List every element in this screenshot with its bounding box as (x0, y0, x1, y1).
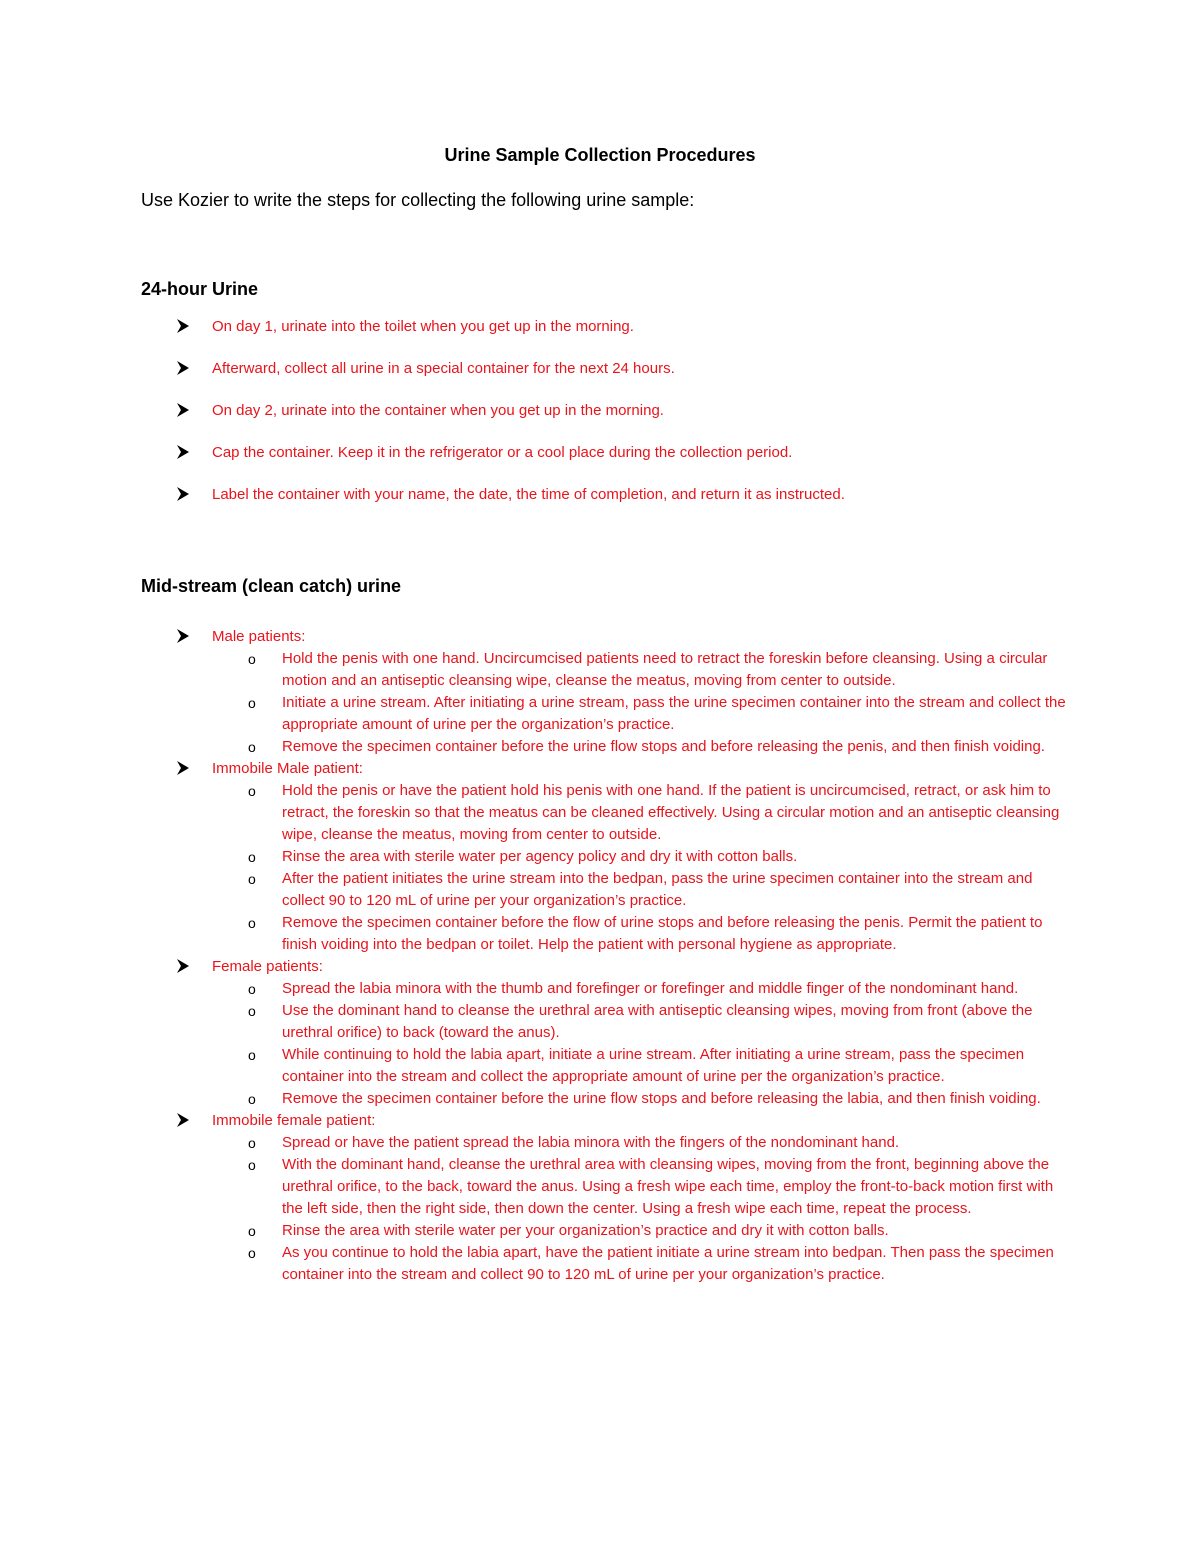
list-mid-stream-groups (0, 626, 1200, 1286)
step-text: Rinse the area with sterile water per your organization’s practice and dry it with cotton balls. (282, 1222, 889, 1239)
step-text: Remove the specimen container before the urine flow stops and before releasing the penis, and then finish voiding. (282, 738, 1045, 755)
list-item (212, 912, 1072, 956)
step-text: After the patient initiates the urine stream into the bedpan, pass the urine specimen container into the stream and collect 90 to 120 mL of urine per your organization’s practice. (282, 870, 1033, 909)
list-item (0, 484, 1200, 526)
step-list (212, 780, 1200, 956)
step-text: On day 2, urinate into the container when you get up in the morning. (212, 402, 664, 419)
circle-bullet-icon: o (248, 1223, 256, 1239)
arrow-bullet-icon (176, 958, 190, 974)
list-item (0, 400, 1200, 442)
circle-bullet-icon: o (248, 1157, 256, 1173)
instruction-text: Use Kozier to write the steps for collecting the following urine sample: (141, 190, 695, 210)
list-item (212, 846, 1072, 868)
step-list (212, 1132, 1200, 1286)
page-title: Urine Sample Collection Procedures (444, 145, 756, 165)
group-label: Immobile Male patient: (212, 760, 363, 777)
list-item (212, 868, 1072, 912)
list-item (212, 1044, 1072, 1088)
patient-group-female (0, 956, 1200, 1110)
list-item (212, 736, 1072, 758)
step-text: Rinse the area with sterile water per agency policy and dry it with cotton balls. (282, 848, 798, 865)
circle-bullet-icon: o (248, 871, 256, 887)
section-heading-24-hour: 24-hour Urine (141, 279, 259, 299)
circle-bullet-icon: o (248, 1091, 256, 1107)
arrow-bullet-icon (176, 402, 190, 418)
list-item (0, 316, 1200, 358)
step-text: Remove the specimen container before the urine flow stops and before releasing the labia, and then finish voiding. (282, 1090, 1041, 1107)
arrow-bullet-icon (176, 360, 190, 376)
list-item (212, 780, 1072, 846)
circle-bullet-icon: o (248, 1003, 256, 1019)
list-item (212, 692, 1072, 736)
list-item (212, 1242, 1072, 1286)
step-text: With the dominant hand, cleanse the urethral area with cleansing wipes, moving from the front, beginning above the urethral orifice, to the back, toward the anus. Using a fresh wipe each time, employ the front-to-back motion first with the left side, then the right side, then down the center. Using a fresh wipe each time, repeat the process. (282, 1156, 1054, 1217)
patient-group-immobile-female (0, 1110, 1200, 1286)
step-text: Initiate a urine stream. After initiating a urine stream, pass the urine specimen container into the stream and collect the appropriate amount of urine per the organization’s practice. (282, 694, 1066, 733)
patient-group-male (0, 626, 1200, 758)
arrow-bullet-icon (176, 486, 190, 502)
list-item (212, 1000, 1072, 1044)
step-text: While continuing to hold the labia apart, initiate a urine stream. After initiating a urine stream, pass the specimen container into the stream and collect the appropriate amount of urine per the organization’s practice. (282, 1046, 1025, 1085)
arrow-bullet-icon (176, 628, 190, 644)
circle-bullet-icon: o (248, 1245, 256, 1261)
step-text: On day 1, urinate into the toilet when you get up in the morning. (212, 318, 634, 335)
arrow-bullet-icon (176, 444, 190, 460)
list-24-hour-steps (0, 316, 1200, 526)
circle-bullet-icon: o (248, 695, 256, 711)
group-label: Immobile female patient: (212, 1112, 376, 1129)
arrow-bullet-icon (176, 318, 190, 334)
step-text: Hold the penis or have the patient hold his penis with one hand. If the patient is uncircumcised, retract, or ask him to retract, the foreskin so that the meatus can be cleaned effectively. Using a circular motion and an antiseptic cleansing wipe, cleanse the meatus, moving from center to outside. (282, 782, 1060, 843)
circle-bullet-icon: o (248, 651, 256, 667)
step-text: Hold the penis with one hand. Uncircumcised patients need to retract the foreskin before cleansing. Using a circular motion and an antiseptic cleansing wipe, cleanse the meatus, moving from center to outside. (282, 650, 1048, 689)
step-text: As you continue to hold the labia apart, have the patient initiate a urine stream into bedpan. Then pass the specimen container into the stream and collect 90 to 120 mL of urine per your organization’s practice. (282, 1244, 1054, 1283)
circle-bullet-icon: o (248, 739, 256, 755)
step-text: Label the container with your name, the date, the time of completion, and return it as instructed. (212, 486, 845, 503)
step-text: Use the dominant hand to cleanse the urethral area with antiseptic cleansing wipes, moving from front (above the urethral orifice) to back (toward the anus). (282, 1002, 1033, 1041)
step-text: Cap the container. Keep it in the refrigerator or a cool place during the collection period. (212, 444, 793, 461)
circle-bullet-icon: o (248, 849, 256, 865)
section-heading-mid-stream: Mid-stream (clean catch) urine (141, 576, 402, 596)
circle-bullet-icon: o (248, 915, 256, 931)
list-item (212, 1132, 1072, 1154)
group-label: Male patients: (212, 628, 306, 645)
step-text: Spread or have the patient spread the labia minora with the fingers of the nondominant hand. (282, 1134, 900, 1151)
list-item (0, 442, 1200, 484)
circle-bullet-icon: o (248, 981, 256, 997)
circle-bullet-icon: o (248, 783, 256, 799)
list-item (212, 1220, 1072, 1242)
list-item (212, 1154, 1072, 1220)
list-item (212, 1088, 1072, 1110)
group-label: Female patients: (212, 958, 323, 975)
step-text: Remove the specimen container before the flow of urine stops and before releasing the penis. Permit the patient to finish voiding into the bedpan or toilet. Help the patient with personal hygiene as appropriate. (282, 914, 1043, 953)
list-item (212, 978, 1072, 1000)
step-list (212, 648, 1200, 758)
arrow-bullet-icon (176, 760, 190, 776)
circle-bullet-icon: o (248, 1047, 256, 1063)
step-list (212, 978, 1200, 1110)
list-item (212, 648, 1072, 692)
circle-bullet-icon: o (248, 1135, 256, 1151)
step-text: Afterward, collect all urine in a special container for the next 24 hours. (212, 360, 675, 377)
list-item (0, 358, 1200, 400)
patient-group-immobile-male (0, 758, 1200, 956)
step-text: Spread the labia minora with the thumb and forefinger or forefinger and middle finger of the nondominant hand. (282, 980, 1019, 997)
arrow-bullet-icon (176, 1112, 190, 1128)
